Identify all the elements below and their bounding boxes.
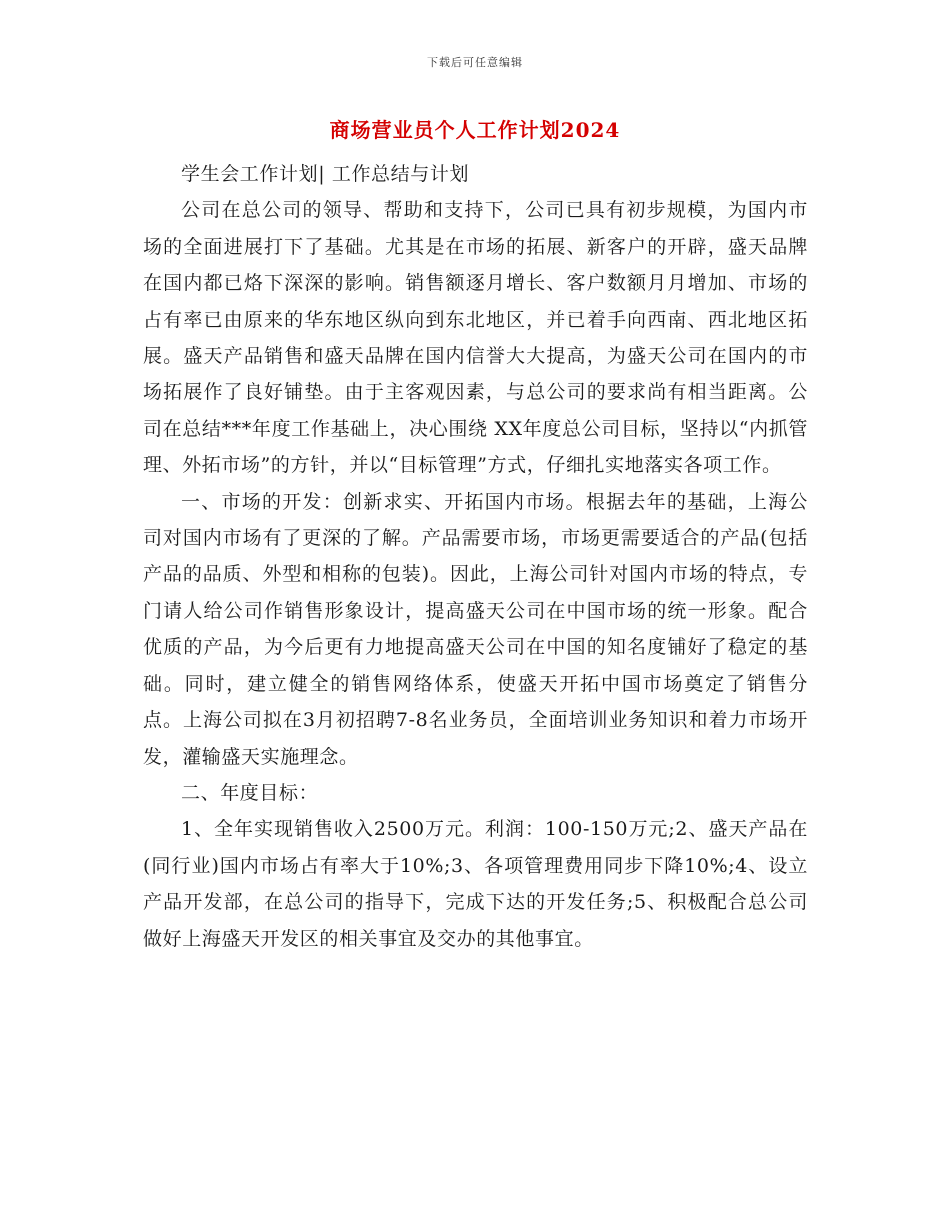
intro-paragraph: 公司在总公司的领导、帮助和支持下，公司已具有初步规模，为国内市场的全面进展打下了基础。尤其是在市场的拓展、新客户的开辟，盛天品牌在国内都已烙下深深的影响。销售额逐月增长、客户数额月月增加、市场的占有率已由原来的华东地区纵向到东北地区，并已着手向西南、西北地区拓展。盛天产品销售和盛天品牌在国内信誉大大提高，为盛天公司在国内的市场拓展作了良好铺垫。由于主客观因素，与总公司的要求尚有相当距离。公司在总结***年度工作基础上，决心围绕 XX年度总公司目标，坚持以“内抓管理、外拓市场”的方针，并以“目标管理”方式，仔细扎实地落实各项工作。 [143,199,808,477]
page-header: 下载后可任意编辑 [427,56,523,69]
subtitle-paragraph: 学生会工作计划| 工作总结与计划 [181,163,470,185]
market-development-paragraph: 一、市场的开发：创新求实、开拓国内市场。根据去年的基础，上海公司对国内市场有了更深的了解。产品需要市场，市场更需要适合的产品(包括产品的品质、外型和相称的包装)。因此，上海公司针对国内市场的特点，专门请人给公司作销售形象设计，提高盛天公司在中国市场的统一形象。配合优质的产品，为今后更有力地提高盛天公司在中国的知名度铺好了稳定的基础。同时，建立健全的销售网络体系，使盛天开拓中国市场奠定了销售分点。上海公司拟在3月初招聘7-8名业务员，全面培训业务知识和着力市场开发，灌输盛天实施理念。 [143,490,808,768]
document-body [143,156,808,957]
annual-goals-heading: 二、年度目标： [181,781,319,804]
document-title: 商场营业员个人工作计划2024 [329,118,621,142]
annual-goals-paragraph: 1、全年实现销售收入2500万元。利润：100-150万元;2、盛天产品在(同行业)国内市场占有率大于10%;3、各项管理费用同步下降10%;4、设立产品开发部，在总公司的指导下，完成下达的开发任务;5、积极配合总公司做好上海盛天开发区的相关事宜及交办的其他事宜。 [143,818,808,950]
